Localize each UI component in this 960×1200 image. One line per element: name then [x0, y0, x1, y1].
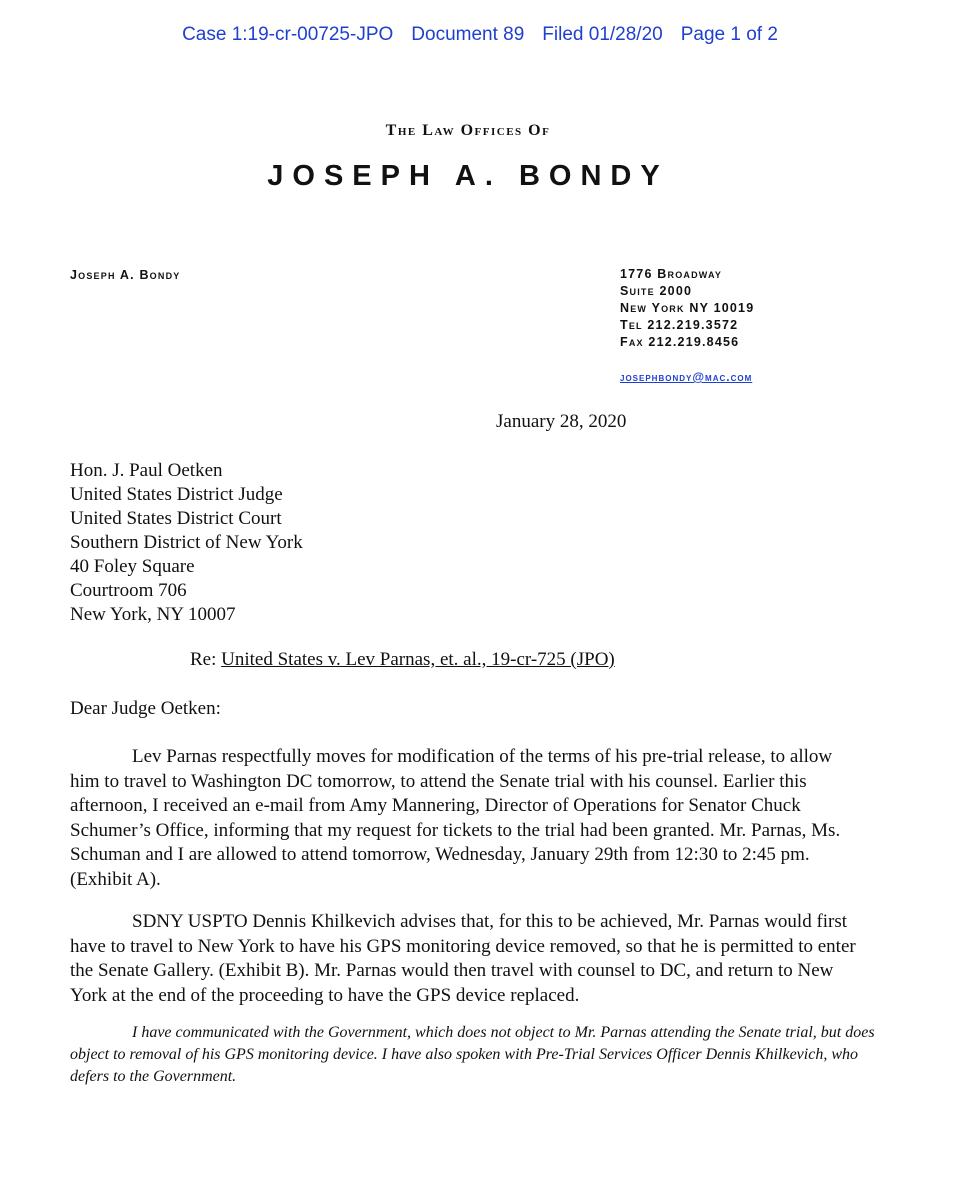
case-caption: United States v. Lev Parnas, et. al., 19-cr-725 (JPO): [221, 649, 615, 670]
letterhead-pre-title: The Law Offices Of: [385, 122, 551, 139]
recipient-line: United States District Judge: [70, 484, 283, 505]
salutation: Dear Judge Oetken:: [70, 698, 221, 719]
filed-date: Filed 01/28/20: [542, 24, 663, 45]
case-number: Case 1:19-cr-00725-JPO: [182, 24, 394, 45]
page-number: Page 1 of 2: [680, 24, 778, 45]
recipient-line: 40 Foley Square: [70, 556, 195, 577]
recipient-line: Southern District of New York: [70, 532, 303, 553]
fax-line: Fax 212.219.8456: [620, 335, 740, 349]
recipient-line: Courtroom 706: [70, 580, 187, 601]
body-paragraph: SDNY USPTO Dennis Khilkevich advises that, for this to be achieved, Mr. Parnas would first have to travel to New York to have his GPS monitoring device removed, so that he is permitted to enter the Senate Gallery. (Exhibit B). Mr. Parnas would then travel with counsel to DC, and return to New York at the end of the proceeding to have the GPS device replaced.: [70, 911, 856, 1006]
re-line: [190, 649, 615, 671]
court-filing-header: [0, 24, 960, 46]
recipient-line: United States District Court: [70, 508, 282, 529]
document-number: Document 89: [411, 24, 525, 45]
recipient-line: Hon. J. Paul Oetken: [70, 460, 223, 481]
body-paragraph-italic: I have communicated with the Government, which does not object to Mr. Parnas attending the Senate trial, but does object to removal of his GPS monitoring device. I have also spoken with Pre-Trial Services Officer Dennis Khilkevich, who defers to the Government.: [70, 1024, 875, 1085]
address-line: 1776 Broadway: [620, 267, 723, 281]
letterhead-address: [620, 266, 754, 351]
re-prefix: Re:: [190, 649, 222, 670]
address-line: New York NY 10019: [620, 301, 755, 315]
recipient-address: [70, 459, 303, 627]
telephone-line: Tel 212.219.3572: [620, 318, 739, 332]
address-line: Suite 2000: [620, 284, 693, 298]
body-paragraph: Lev Parnas respectfully moves for modification of the terms of his pre-trial release, to allow him to travel to Washington DC tomorrow, to attend the Senate trial with his counsel. Earlier this afternoon, I received an e-mail from Amy Mannering, Director of Operations for Senator Chuck Schumer’s Office, informing that my request for tickets to the trial had been granted. Mr. Parnas, Ms. Schuman and I are allowed to attend tomorrow, Wednesday, January 29th from 12:30 to 2:45 pm. (Exhibit A).: [70, 746, 841, 890]
recipient-line: New York, NY 10007: [70, 604, 236, 625]
email-link[interactable]: josephbondy@mac.com: [620, 370, 753, 384]
letter-date: January 28, 2020: [496, 411, 627, 432]
letterhead-attorney-name: Joseph A. Bondy: [70, 268, 181, 282]
letterhead-firm-name: JOSEPH A. BONDY: [267, 160, 669, 192]
